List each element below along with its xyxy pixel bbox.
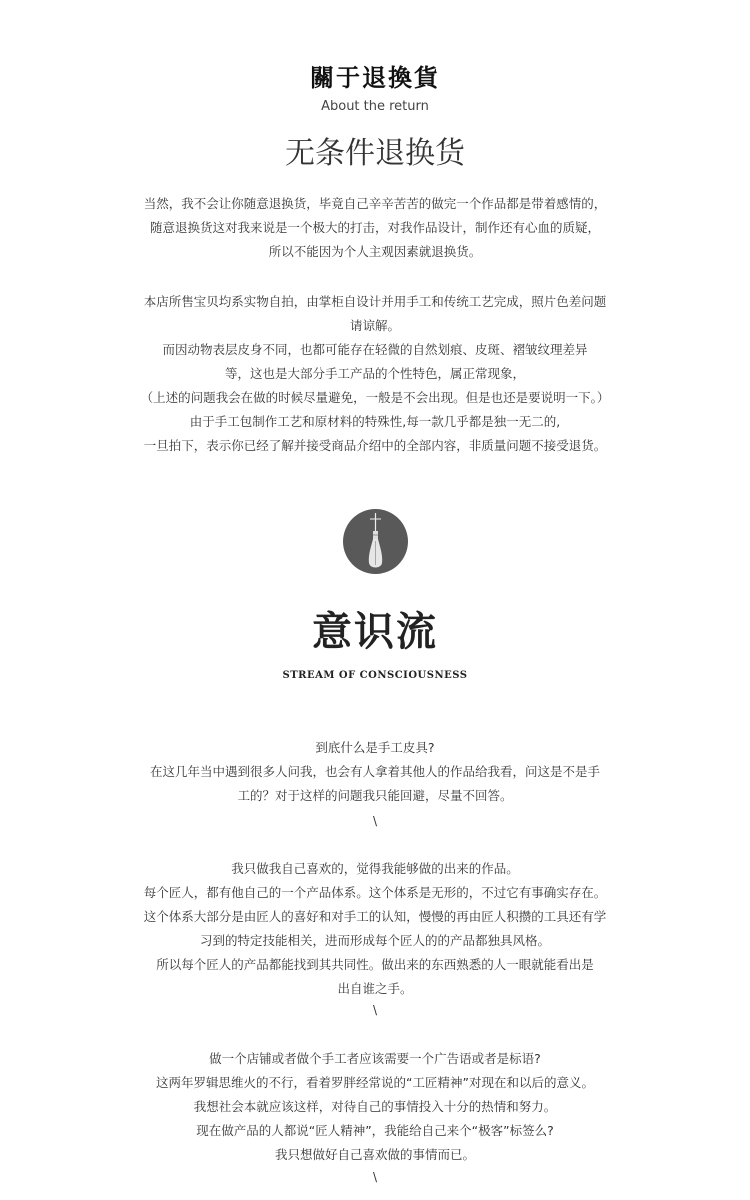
- leather-awl-icon: [343, 509, 408, 574]
- notice-line: （上述的问题我会在做的时候尽量避免，一般是不会出现。但是也还是要说明一下。）: [140, 390, 610, 405]
- intro-line: 随意退换货这对我来说是一个极大的打击，对我作品设计，制作还有心血的质疑，: [149, 220, 600, 235]
- section-separator: \: [372, 1170, 378, 1184]
- section-line: 到底什么是手工皮具?: [315, 740, 435, 755]
- main-title: 无条件退换货: [285, 136, 465, 171]
- section-line: 出自谁之手。: [337, 981, 413, 996]
- section-line: 现在做产品的人都说“匠人精神”，我能给自己来个“极客”标签么?: [196, 1123, 554, 1138]
- notice-paragraph: [100, 290, 650, 458]
- section-line: 习到的特定技能相关，进而形成每个匠人的的产品都独具风格。: [199, 933, 550, 948]
- section-line: 这两年罗辑思维火的不行，看着罗胖经常说的“工匠精神”对现在和以后的意义。: [156, 1075, 594, 1090]
- section-line: 我想社会本就应该这样，对待自己的事情投入十分的热情和努力。: [193, 1099, 557, 1114]
- section-line: 在这几年当中遇到很多人问我，也会有人拿着其他人的作品给我看，问这是不是手: [149, 764, 600, 779]
- intro-line: 所以不能因为个人主观因素就退换货。: [268, 244, 482, 259]
- brand-logo: [343, 509, 408, 574]
- section-line: 工的？对于这样的问题我只能回避，尽量不回答。: [237, 788, 513, 803]
- section-product-system: [100, 857, 650, 1001]
- section-line: 我只做我自己喜欢的，觉得我能够做的出来的作品。: [231, 861, 519, 876]
- intro-line: 当然，我不会让你随意退换货，毕竟自己辛辛苦苦的做完一个作品都是带着感情的，: [143, 196, 607, 211]
- section-separator: \: [372, 1003, 378, 1017]
- section-what-is-handmade: [100, 736, 650, 808]
- notice-line: 而因动物表层皮身不同，也都可能存在轻微的自然划痕、皮斑、褶皱纹理差异: [162, 342, 588, 357]
- section-line: 所以每个匠人的产品都能找到其共同性。做出来的东西熟悉的人一眼就能看出是: [156, 957, 594, 972]
- brand-name-en: STREAM OF CONSCIOUSNESS: [282, 670, 468, 681]
- section-line: 做一个店铺或者做个手工者应该需要一个广告语或者是标语?: [209, 1051, 541, 1066]
- notice-line: 由于手工包制作工艺和原材料的特殊性,每一款几乎都是独一无二的,: [189, 414, 561, 429]
- notice-line: 请谅解。: [349, 318, 400, 333]
- section-line: 每个匠人，都有他自己的一个产品体系。这个体系是无形的，不过它有事确实存在。: [143, 885, 607, 900]
- notice-line: 本店所售宝贝均系实物自拍，由掌柜自设计并用手工和传统工艺完成，照片色差问题: [143, 294, 607, 309]
- notice-line: 等，这也是大部分手工产品的个性特色，属正常现象，: [224, 366, 525, 381]
- section-line: 这个体系大部分是由匠人的喜好和对手工的认知，慢慢的再由匠人积攒的工具还有学: [143, 909, 607, 924]
- intro-paragraph: [100, 192, 650, 264]
- section-line: 我只想做好自己喜欢做的事情而已。: [274, 1147, 475, 1162]
- page-title-en: About the return: [321, 99, 429, 114]
- brand-name-cn: 意识流: [312, 608, 438, 655]
- section-separator: \: [372, 814, 378, 828]
- notice-line: 一旦拍下，表示你已经了解并接受商品介绍中的全部内容，非质量问题不接受退货。: [143, 438, 607, 453]
- section-slogan: [100, 1047, 650, 1167]
- page-title-cn: 關于退換貨: [310, 63, 440, 92]
